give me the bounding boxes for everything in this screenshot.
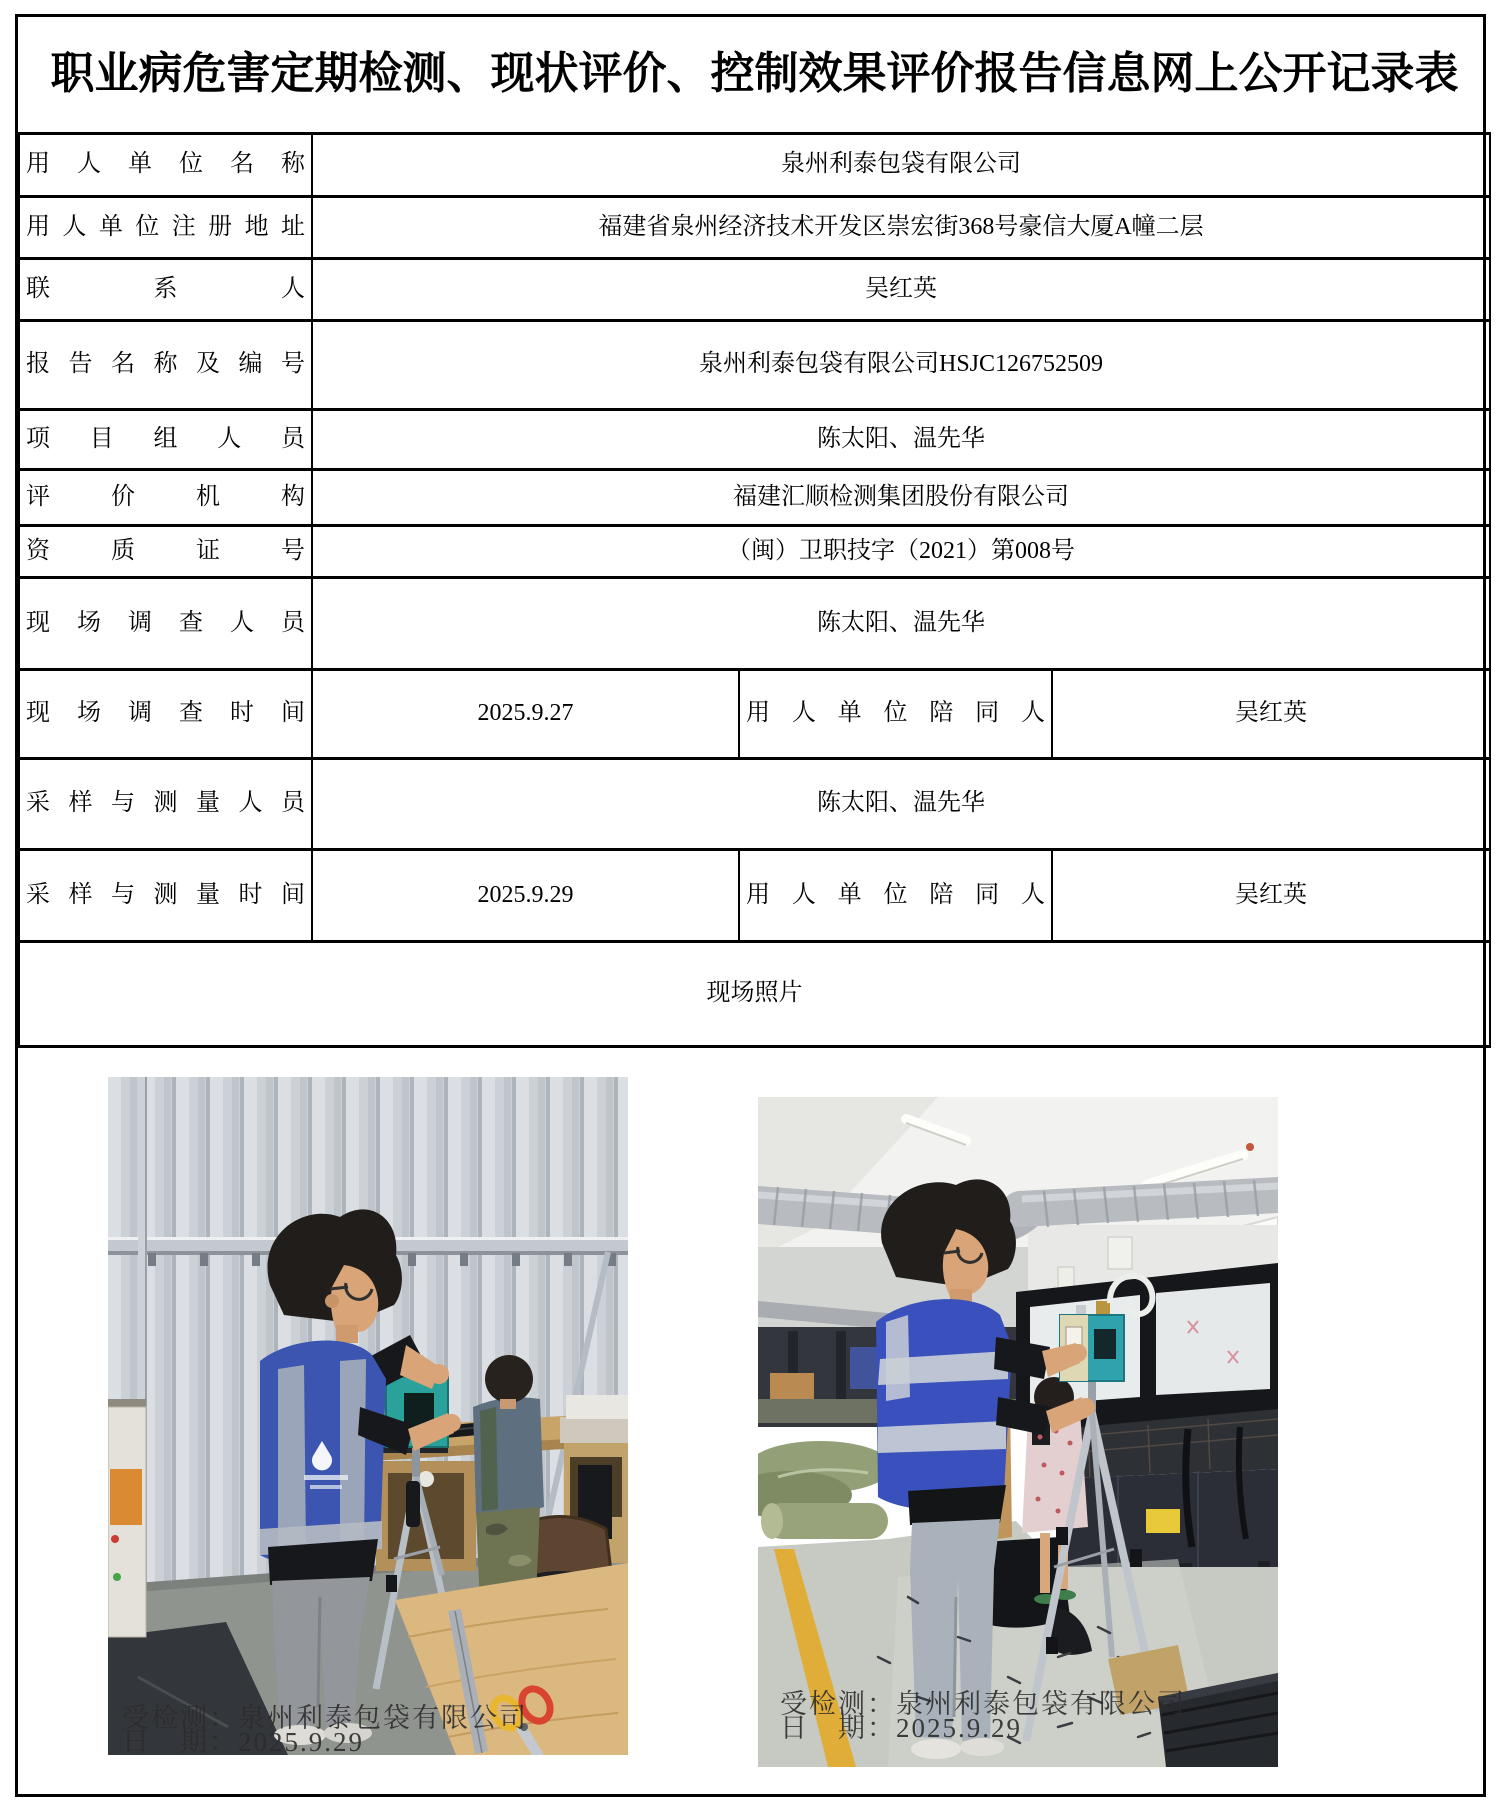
row-label-contact: 联系人 (19, 258, 312, 320)
row-value-employer-companion-2: 吴红英 (1052, 849, 1490, 941)
row-label-sampling-time: 采样与测量时间 (19, 849, 312, 941)
warning-sticker (1146, 1509, 1180, 1533)
row-value-project-team: 陈太阳、温先华 (312, 409, 1490, 469)
row-value-qualification-no: （闽）卫职技字（2021）第008号 (312, 525, 1490, 577)
row-label-employer-name: 用人单位名称 (19, 133, 312, 196)
table-row (19, 849, 1490, 941)
row-value-report-name-number: 泉州利泰包袋有限公司HSJC126752509 (312, 320, 1490, 409)
table-row (19, 196, 1490, 258)
photo-watermark-date: 日 期：2025.9.29 (780, 1712, 1022, 1743)
site-photos-header: 现场照片 (19, 941, 1490, 1046)
row-value-employer-name: 泉州利泰包袋有限公司 (312, 133, 1490, 196)
row-value-employer-companion-1: 吴红英 (1052, 669, 1490, 758)
row-label-project-team: 项目组人员 (19, 409, 312, 469)
table-row (19, 320, 1490, 409)
row-label-site-survey-personnel: 现场调查人员 (19, 577, 312, 669)
table-row (19, 525, 1490, 577)
record-table (18, 17, 1491, 1048)
record-sheet (15, 14, 1486, 1797)
row-value-site-survey-time: 2025.9.27 (312, 669, 739, 758)
site-photos-area (18, 1048, 1483, 1790)
fabric-rolls (758, 1441, 892, 1539)
table-row (19, 941, 1490, 1046)
row-label-sampling-personnel: 采样与测量人员 (19, 758, 312, 849)
photo-watermark-company: 受检测：泉州利泰包袋有限公司 (122, 1702, 528, 1733)
page-title: 职业病危害定期检测、现状评价、控制效果评价报告信息网上公开记录表 (50, 48, 1459, 98)
table-row (19, 758, 1490, 849)
row-label-employer-companion-2: 用人单位陪同人 (739, 849, 1052, 941)
table-row (19, 577, 1490, 669)
table-row (19, 409, 1490, 469)
site-photo-left (108, 1077, 628, 1755)
table-row (19, 133, 1490, 196)
row-value-site-survey-personnel: 陈太阳、温先华 (312, 577, 1490, 669)
waist-pack (908, 1485, 1006, 1525)
row-label-report-name-number: 报告名称及编号 (19, 320, 312, 409)
row-value-registered-address: 福建省泉州经济技术开发区崇宏街368号豪信大厦A幢二层 (312, 196, 1490, 258)
table-row (19, 669, 1490, 758)
row-label-site-survey-time: 现场调查时间 (19, 669, 312, 758)
table-row (19, 469, 1490, 525)
row-label-qualification-no: 资质证号 (19, 525, 312, 577)
photo-watermark-company: 受检测：泉州利泰包袋有限公司 (780, 1688, 1186, 1719)
row-value-sampling-personnel: 陈太阳、温先华 (312, 758, 1490, 849)
row-value-contact: 吴红英 (312, 258, 1490, 320)
photo-watermark-date: 日 期：2025.9.29 (122, 1726, 364, 1755)
row-value-evaluation-agency: 福建汇顺检测集团股份有限公司 (312, 469, 1490, 525)
row-label-registered-address: 用人单位注册地址 (19, 196, 312, 258)
site-photo-right (758, 1097, 1278, 1767)
row-label-employer-companion-1: 用人单位陪同人 (739, 669, 1052, 758)
cabinet (108, 1399, 146, 1637)
row-value-sampling-time: 2025.9.29 (312, 849, 739, 941)
row-label-evaluation-agency: 评价机构 (19, 469, 312, 525)
table-row (19, 258, 1490, 320)
